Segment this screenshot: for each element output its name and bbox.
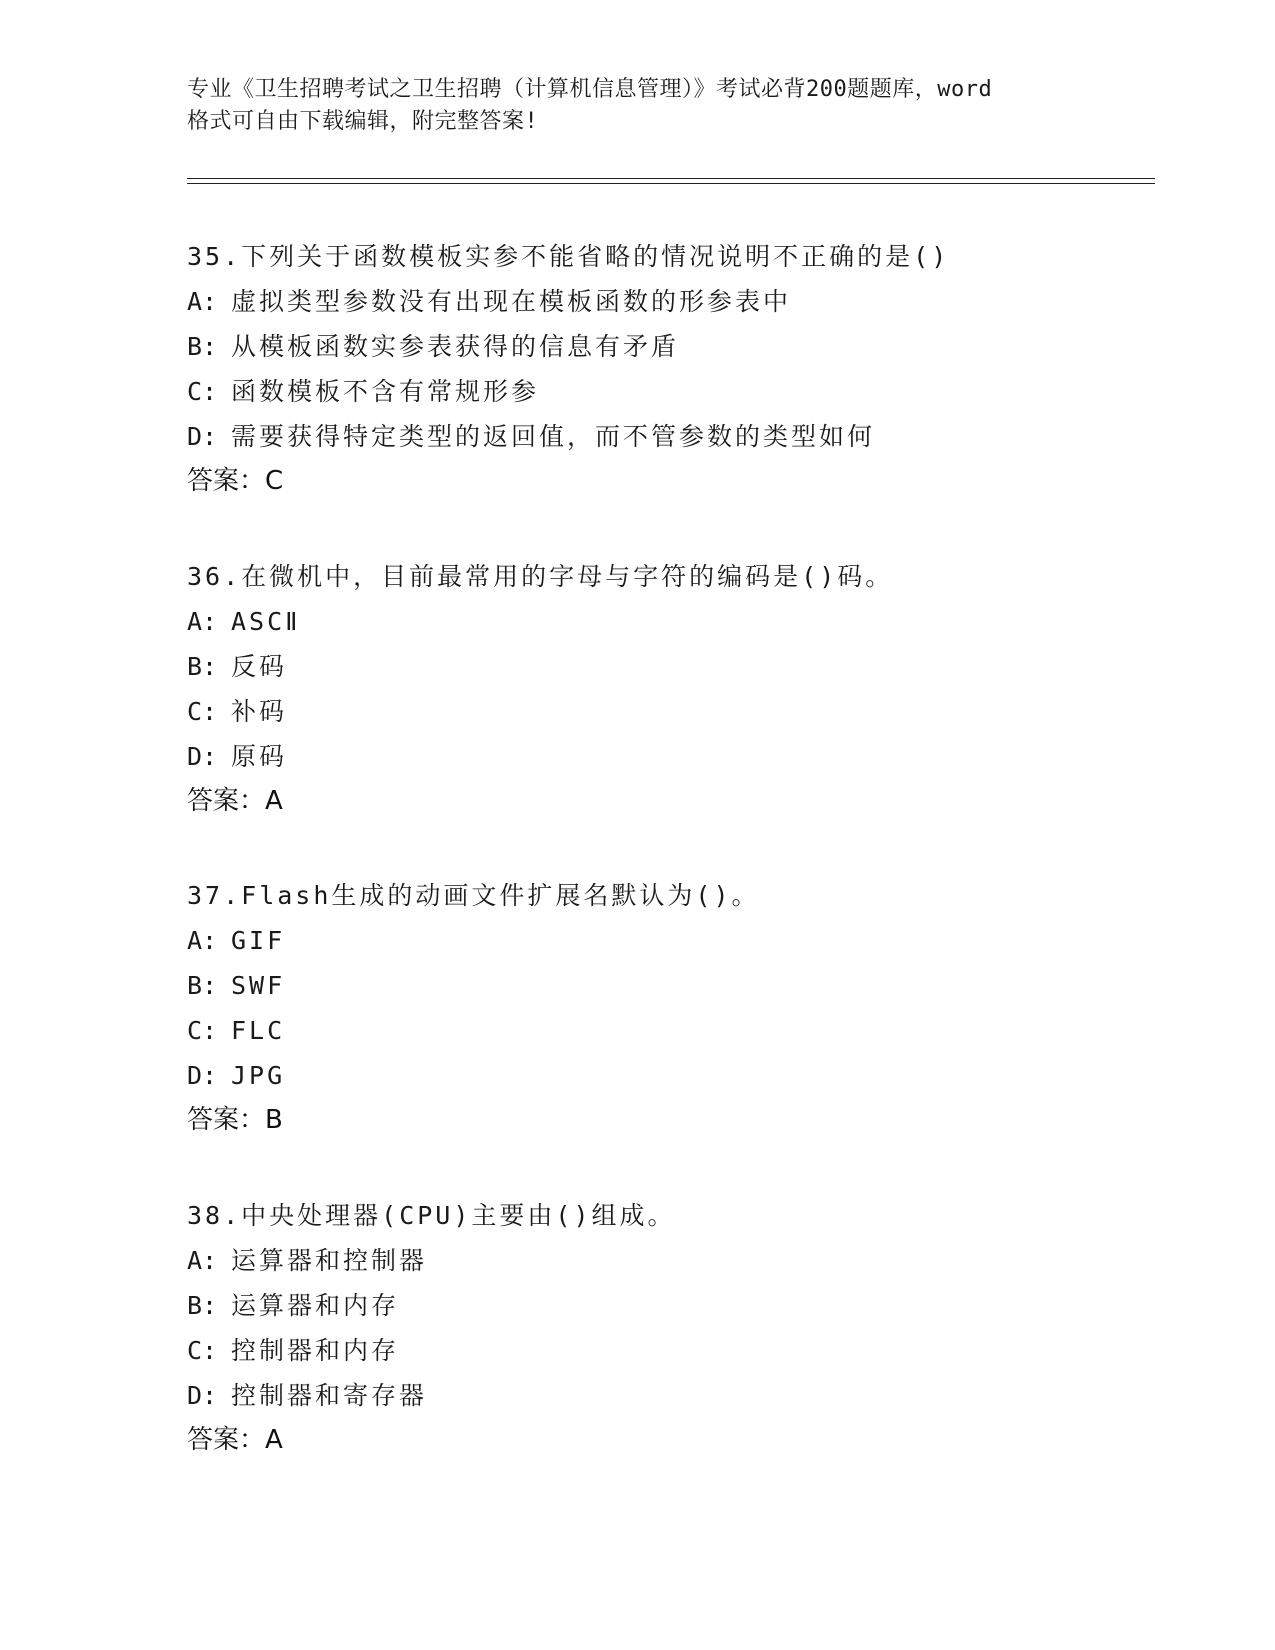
header-line-2: 格式可自由下载编辑，附完整答案! [187,109,539,134]
option-text: 虚拟类型参数没有出现在模板函数的形参表中 [231,287,792,316]
option-key: C: [187,697,218,726]
question-36 [187,554,1187,824]
option-key: A: [187,287,218,316]
option-b [187,1283,1187,1328]
option-key: A: [187,1246,218,1275]
question-stem: 35.下列关于函数模板实参不能省略的情况说明不正确的是() [187,242,950,271]
option-text: SWF [231,971,286,1000]
option-text: 控制器和内存 [231,1336,400,1365]
question-35 [187,234,1187,504]
option-key: A: [187,607,218,636]
option-text: 原码 [231,742,288,771]
option-key: A: [187,926,218,955]
answer-label: 答案：A [187,786,283,816]
option-key: B: [187,332,218,361]
question-stem: 38.中央处理器(CPU)主要由()组成。 [187,1201,676,1230]
header-divider-bottom [187,183,1155,184]
option-text: ASCⅡ [231,607,301,636]
option-c [187,1328,1187,1373]
option-a [187,599,1187,644]
question-38 [187,1193,1187,1463]
option-c [187,689,1187,734]
question-37 [187,873,1187,1143]
question-stem: 37.Flash生成的动画文件扩展名默认为()。 [187,881,760,910]
option-text: 函数模板不含有常规形参 [231,377,540,406]
option-text: FLC [231,1016,286,1045]
option-a [187,918,1187,963]
option-key: D: [187,1061,218,1090]
option-text: GIF [231,926,286,955]
option-key: C: [187,1336,218,1365]
option-text: 运算器和控制器 [231,1246,428,1275]
option-b [187,644,1187,689]
option-text: 反码 [231,652,288,681]
option-key: C: [187,377,218,406]
option-c [187,1008,1187,1053]
option-a [187,279,1187,324]
option-d [187,1373,1187,1418]
option-a [187,1238,1187,1283]
option-text: 补码 [231,697,288,726]
option-key: D: [187,1381,218,1410]
header-divider-top [187,178,1155,179]
option-key: D: [187,742,218,771]
answer-label: 答案：B [187,1105,283,1135]
option-key: C: [187,1016,218,1045]
document-header [187,74,1107,138]
option-d [187,1053,1187,1098]
option-key: B: [187,652,218,681]
answer-label: 答案：C [187,466,284,496]
option-c [187,369,1187,414]
option-text: 需要获得特定类型的返回值，而不管参数的类型如何 [231,422,876,451]
option-key: B: [187,1291,218,1320]
option-d [187,414,1187,459]
option-b [187,963,1187,1008]
option-text: 从模板函数实参表获得的信息有矛盾 [231,332,680,361]
option-d [187,734,1187,779]
header-line-1: 专业《卫生招聘考试之卫生招聘（计算机信息管理）》考试必背200题题库，word [187,77,993,102]
option-text: 控制器和寄存器 [231,1381,428,1410]
option-b [187,324,1187,369]
option-text: JPG [231,1061,286,1090]
option-key: D: [187,422,218,451]
question-stem: 36.在微机中，目前最常用的字母与字符的编码是()码。 [187,562,894,591]
option-text: 运算器和内存 [231,1291,400,1320]
option-key: B: [187,971,218,1000]
answer-label: 答案：A [187,1425,283,1455]
